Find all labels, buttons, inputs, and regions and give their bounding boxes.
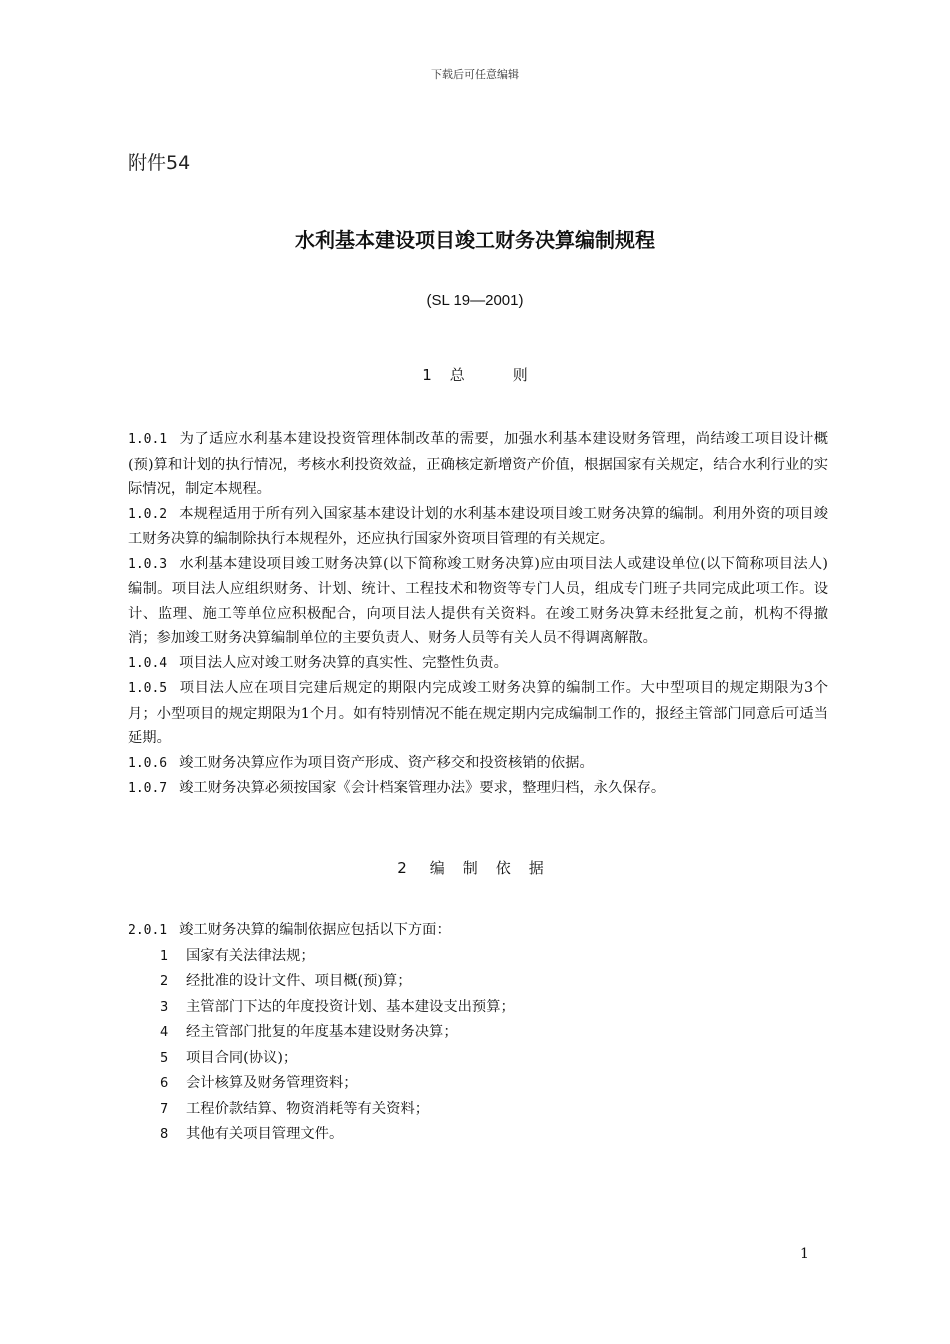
list-item-number: 1 — [160, 948, 169, 964]
list-item — [128, 1046, 828, 1072]
list-item-number: 8 — [160, 1127, 169, 1142]
clause-text: 竣工财务决算必须按国家《会计档案管理办法》要求，整理归档，永久保存。 — [179, 780, 666, 796]
list-item-number: 6 — [160, 1076, 169, 1091]
clause-number: 1.0.4 — [128, 655, 168, 671]
clause-text: 竣工财务决算的编制依据应包括以下方面： — [179, 922, 451, 938]
clause-text: 为了适应水利基本建设投资管理体制改革的需要，加强水利基本建设财务管理，尚结竣工项目设计概(预)算和计划的执行情况，考核水利投资效益，正确核定新增资产价值，根据国家有关规定，结合水利行业的实际情况，制定本规程。 — [128, 431, 828, 497]
section-2-body — [128, 918, 828, 1148]
section-heading-char: 据 — [528, 859, 544, 877]
list-item-number: 5 — [160, 1050, 169, 1066]
list-item — [128, 1122, 828, 1148]
clause-text: 项目法人应对竣工财务决算的真实性、完整性负责。 — [179, 654, 508, 671]
list-item-text: 工程价款结算、物资消耗等有关资料； — [186, 1100, 430, 1117]
section-1-body — [128, 427, 828, 802]
clause-text: 项目法人应在项目完建后规定的期限内完成竣工财务决算的编制工作。大中型项目的规定期限为3个月；小型项目的规定期限为1个月。如有特别情况不能在规定期内完成编制工作的，报经主管部门同意后可适当延期。 — [128, 680, 828, 746]
clause-text: 本规程适用于所有列入国家基本建设计划的水利基本建设项目竣工财务决算的编制。利用外资的项目竣工财务决算的编制除执行本规程外，还应执行国家外资项目管理的有关规定。 — [128, 505, 828, 547]
list-item-text: 主管部门下达的年度投资计划、基本建设支出预算； — [186, 998, 515, 1015]
clause-number: 1.0.1 — [128, 432, 168, 447]
standard-code: (SL 19—2001) — [426, 292, 524, 309]
clause-number: 2.0.1 — [128, 923, 168, 938]
attachment-label: 附件54 — [128, 152, 191, 174]
clause-number: 1.0.6 — [128, 755, 168, 771]
list-item-text: 经批准的设计文件、项目概(预)算； — [186, 973, 412, 989]
clause-paragraph — [128, 427, 828, 502]
clause-text: 水利基本建设项目竣工财务决算(以下简称竣工财务决算)应由项目法人或建设单位(以下简称项目法人)编制。项目法人应组织财务、计划、统计、工程技术和物资等专门人员，组成专门班子共同完成此项工作。设计、监理、施工等单位应积极配合，向项目法人提供有关资料。在竣工财务决算未经批复之前，机构不得撤消；参加竣工财务决算编制单位的主要负责人、财务人员等有关人员不得调离解散。 — [128, 555, 828, 646]
list-item-text: 会计核算及财务管理资料； — [186, 1075, 358, 1091]
list-item — [128, 1020, 828, 1046]
section-heading-char: 总 — [449, 366, 465, 384]
clause-text: 竣工财务决算应作为项目资产形成、资产移交和投资核销的依据。 — [179, 754, 594, 771]
page-number: 1 — [800, 1246, 809, 1262]
list-item-number: 2 — [160, 974, 169, 989]
clause-paragraph — [128, 552, 828, 651]
section-number: 1 — [422, 366, 432, 384]
list-item-number: 7 — [160, 1101, 169, 1117]
list-item — [128, 1071, 828, 1097]
clause-number: 1.0.5 — [128, 681, 168, 696]
list-item — [128, 969, 828, 995]
list-item — [128, 944, 828, 970]
clause-paragraph — [128, 776, 828, 802]
clause-paragraph — [128, 918, 828, 944]
section-number: 2 — [397, 859, 407, 877]
section-heading-char: 则 — [512, 366, 528, 384]
list-item-text: 经主管部门批复的年度基本建设财务决算； — [186, 1024, 458, 1040]
list-item — [128, 1097, 828, 1123]
section-heading-char: 依 — [495, 859, 511, 877]
list-item-text: 国家有关法律法规； — [186, 947, 315, 964]
list-item-number: 4 — [160, 1025, 169, 1040]
clause-paragraph — [128, 676, 828, 751]
list-item-text: 项目合同(协议)； — [186, 1049, 298, 1066]
document-title: 水利基本建设项目竣工财务决算编制规程 — [295, 228, 655, 252]
clause-paragraph — [128, 751, 828, 777]
section-heading-char: 编 — [429, 859, 445, 877]
section-1-heading — [0, 364, 950, 385]
list-item-text: 其他有关项目管理文件。 — [186, 1126, 344, 1142]
clause-paragraph — [128, 502, 828, 552]
list-item — [128, 995, 828, 1021]
list-item-number: 3 — [160, 999, 169, 1015]
clause-paragraph — [128, 651, 828, 677]
section-heading-char: 制 — [462, 859, 478, 877]
section-2-heading — [0, 857, 950, 878]
clause-number: 1.0.3 — [128, 556, 168, 572]
clause-number: 1.0.2 — [128, 506, 168, 522]
header-note: 下载后可任意编辑 — [431, 68, 519, 81]
clause-number: 1.0.7 — [128, 781, 168, 796]
